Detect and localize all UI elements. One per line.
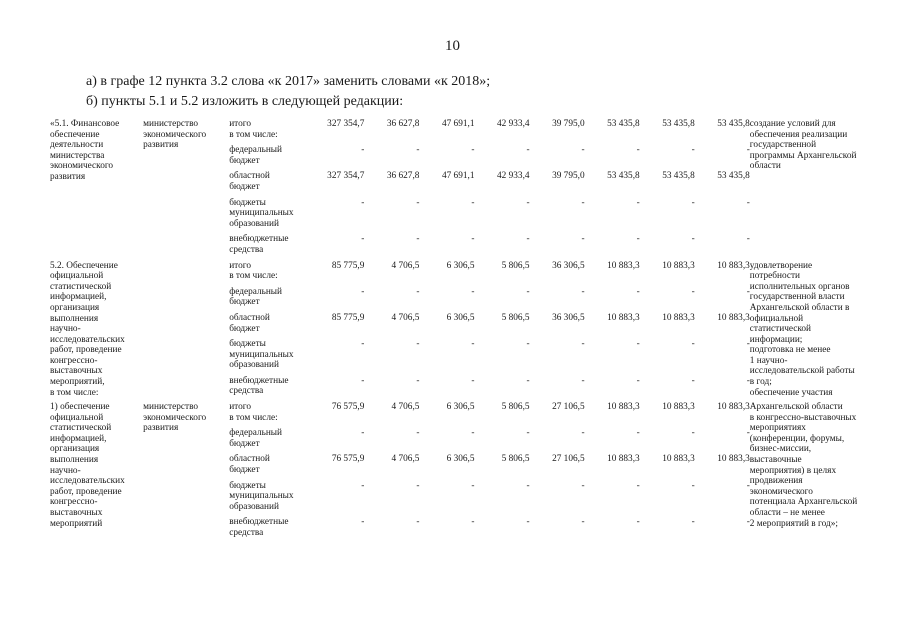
executor-text: министерство экономического развития [143,119,207,151]
amount-cell: - [471,428,475,439]
funding-source-label: итого в том числе: [229,119,278,140]
funding-source-label: внебюджетные средства [229,517,289,538]
funding-source-label: итого в том числе: [229,260,278,282]
funding-source [229,313,309,339]
funding-source-label: федеральный бюджет [229,428,283,449]
amount-cell: 42 933,4 [497,171,530,182]
expected-result [750,261,880,403]
funding-source-label: областной бюджет [229,454,270,476]
amount-cell: - [526,428,530,439]
amount-cell: - [691,197,695,208]
amount-cell: 36 627,8 [386,119,420,129]
amount-cell: 10 883,3 [717,402,750,413]
amount-cell: - [581,517,585,528]
amount-cell: - [746,286,750,297]
amount-cell: 42 933,4 [497,119,530,129]
amount-cell: 327 354,7 [327,171,365,182]
amount-cell: - [636,375,640,386]
amount-cell: - [361,234,365,245]
amount-cell: 5 806,5 [501,454,530,465]
amount-cell: - [526,517,530,528]
amount-cell: - [471,375,475,386]
funding-source [229,261,309,287]
amount-cell: 36 306,5 [552,312,585,323]
amount-cell: - [361,339,365,350]
amount-cell: - [526,234,530,245]
amount-cell: - [416,339,420,350]
executor-cell [143,261,229,403]
amount-cell: - [361,480,365,491]
funding-source [229,287,309,313]
funding-source [229,198,309,235]
amount-cell: - [361,286,365,297]
amount-cell: 53 435,8 [662,119,695,129]
table-row [50,119,880,145]
amount-cell: - [581,375,585,386]
funding-source [229,454,309,480]
amount-cell: 5 806,5 [501,402,530,413]
amount-cell: - [746,428,750,439]
amount-cell: - [691,375,695,386]
amount-cell: - [691,286,695,297]
amount-cell: - [416,428,420,439]
amount-cell: 10 883,3 [717,312,750,323]
amount-cell: 10 883,3 [607,402,640,413]
amount-cell: 53 435,8 [607,171,640,182]
amount-cell: - [636,339,640,350]
amount-cell: - [691,145,695,156]
amount-cell: - [581,428,585,439]
amount-cell: 327 354,7 [327,119,365,129]
amount-cell: 76 575,9 [331,454,365,465]
funding-source-label: бюджеты муниципальных образований [229,339,294,371]
amount-cell: 39 795,0 [552,171,585,182]
amount-cell: 6 306,5 [446,454,475,465]
amount-cell: - [636,197,640,208]
amount-cell: 27 106,5 [552,402,585,413]
expected-result [750,402,880,544]
amount-cell: 10 883,3 [717,454,750,465]
amount-cell: - [691,234,695,245]
amount-cell: 27 106,5 [552,454,585,465]
amount-cell: - [471,339,475,350]
funding-source [229,145,309,171]
event-title [50,261,143,403]
amount-cell: - [416,145,420,156]
funding-source [229,119,309,145]
funding-source [229,171,309,197]
amount-cell: - [636,428,640,439]
amount-cell: 10 883,3 [662,312,695,323]
amount-cell: - [581,480,585,491]
amount-cell: - [416,480,420,491]
executor-cell [143,402,229,544]
amount-cell: - [416,286,420,297]
amount-cell: - [691,428,695,439]
amount-cell: 10 883,3 [607,312,640,323]
funding-source-label: бюджеты муниципальных образований [229,197,294,229]
amount-cell: - [581,339,585,350]
amount-cell: - [361,197,365,208]
amount-cell: 4 706,5 [391,260,420,271]
amount-cell: 47 691,1 [441,171,475,182]
amount-cell: 36 306,5 [552,260,585,271]
amount-cell: - [416,197,420,208]
amount-cell: - [361,375,365,386]
table-row [50,261,880,287]
funding-source [229,481,309,518]
amount-cell: - [471,480,475,491]
amount-cell: - [526,480,530,491]
amount-cell: - [746,145,750,156]
executor-text: министерство экономического развития [143,402,207,434]
funding-source [229,376,309,402]
amount-cell: - [526,286,530,297]
amount-cell: 10 883,3 [607,454,640,465]
funding-source-label: бюджеты муниципальных образований [229,480,294,512]
amount-cell: 10 883,3 [662,454,695,465]
funding-source-label: федеральный бюджет [229,145,283,166]
amount-cell: - [746,480,750,491]
funding-source [229,234,309,260]
amount-cell: 4 706,5 [391,454,420,465]
amount-cell: 39 795,0 [552,119,585,129]
amount-cell: 6 306,5 [446,260,475,271]
amount-cell: - [691,339,695,350]
amount-cell: - [416,375,420,386]
amount-cell: - [526,375,530,386]
amount-cell: - [471,145,475,156]
amount-cell: - [581,145,585,156]
amount-cell: 10 883,3 [607,260,640,271]
row-spacer [229,539,309,544]
amount-cell: 10 883,3 [662,402,695,413]
amount-cell: - [636,286,640,297]
executor-cell [143,119,229,261]
amount-cell: - [416,234,420,245]
event-title [50,402,143,544]
amount-cell: 53 435,8 [717,171,750,182]
amount-cell: - [636,480,640,491]
amount-cell: 5 806,5 [501,312,530,323]
amount-cell: - [361,428,365,439]
amount-cell: - [691,480,695,491]
amount-cell: - [471,286,475,297]
amount-cell: - [526,145,530,156]
amount-cell: 53 435,8 [717,119,750,129]
amount-cell: - [746,375,750,386]
funding-source-label: внебюджетные средства [229,234,289,255]
funding-source-label: итого в том числе: [229,402,278,423]
amount-cell: 4 706,5 [391,402,420,413]
funding-source-label: федеральный бюджет [229,286,283,308]
amount-cell: - [636,234,640,245]
amendment-line-a: а) в графе 12 пункта 3.2 слова «к 2017» заменить словами «к 2018»; [86,74,491,89]
amount-cell: - [636,517,640,528]
amount-cell: - [581,286,585,297]
funding-source [229,339,309,376]
expected-result-text: Архангельской области в конгрессно-выставочных мероприятиях (конференции, форумы, бизнес-миссии, выставочные мероприятия) в целях продвижения экономического потенциала Архангельской области – не менее 2 мероприятий в год»; [749,402,858,529]
amount-cell: 53 435,8 [662,171,695,182]
amount-cell: 6 306,5 [446,402,475,413]
funding-source-label: внебюджетные средства [229,375,289,397]
amount-cell: - [361,145,365,156]
amount-cell: - [471,234,475,245]
amount-cell: 4 706,5 [391,312,420,323]
funding-source [229,517,309,543]
amount-cell: - [746,197,750,208]
amount-cell: 6 306,5 [446,312,475,323]
amount-cell: - [416,517,420,528]
page-number: 10 [445,38,460,54]
funding-source-label: областной бюджет [229,171,270,192]
amount-cell: 5 806,5 [501,260,530,271]
amount-cell: 53 435,8 [607,119,640,129]
event-title-text: 1) обеспечение официальной статистической информацией, организация выполнения научно- исследовательских работ, проведение конгрессно- выставочных мероприятий [50,402,125,529]
expected-result [750,119,880,261]
amendment-line-b: б) пункты 5.1 и 5.2 изложить в следующей редакции: [86,94,404,109]
amount-cell: 85 775,9 [331,312,365,323]
amount-cell: 85 775,9 [331,260,365,271]
event-title-text: «5.1. Финансовое обеспечение деятельности министерства экономического развития [50,119,120,182]
amount-cell: - [636,145,640,156]
funding-source [229,428,309,454]
amount-cell: - [746,339,750,350]
amount-cell: 10 883,3 [717,260,750,271]
event-title-text: 5.2. Обеспечение официальной статистической информацией, организация выполнения научно- исследовательских работ, проведение конгрессно- выставочных мероприятий, в том числе: [50,260,125,398]
amount-cell: - [361,517,365,528]
amount-cell: 76 575,9 [331,402,365,413]
amount-cell: - [746,234,750,245]
amount-cell: - [691,517,695,528]
amount-cell: - [526,197,530,208]
amount-cell: - [471,197,475,208]
amount-cell: - [746,517,750,528]
amount-cell: - [581,197,585,208]
expected-result-text: удовлетворение потребности исполнительных органов государственной власти Архангельской области в официальной статистической информации; подготовка не менее 1 научно- исследовательской работы в год; обеспечение участия [749,260,855,398]
event-title [50,119,143,261]
funding-source [229,402,309,428]
table-row [50,402,880,428]
amount-cell: - [471,517,475,528]
amount-cell: 47 691,1 [441,119,475,129]
amount-cell: - [526,339,530,350]
expected-result-text: создание условий для обеспечения реализации государственной программы Архангельской области [749,119,857,172]
funding-source-label: областной бюджет [229,312,270,334]
amount-cell: 10 883,3 [662,260,695,271]
amount-cell: 36 627,8 [386,171,420,182]
amount-cell: - [581,234,585,245]
budget-table [50,119,880,544]
